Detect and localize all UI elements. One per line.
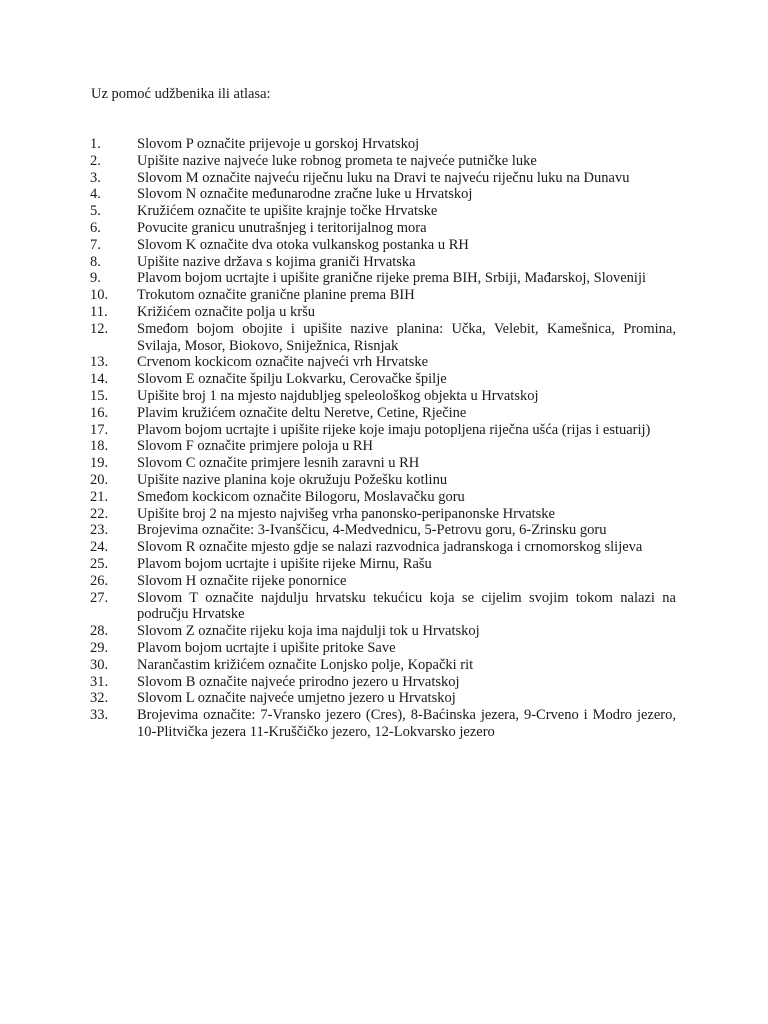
task-text: Plavim kružićem označite deltu Neretve, Cetine, Rječine	[137, 404, 467, 421]
task-text: Smeđom bojom obojite i upišite nazive planina: Učka, Velebit, Kamešnica, Promina, Svilaja, Mosor, Biokovo, Sniježnica, Risnjak	[137, 320, 676, 354]
task-item	[0, 270, 676, 287]
task-number: 31.	[90, 673, 109, 690]
task-item	[0, 590, 676, 624]
task-number: 3.	[90, 169, 101, 186]
task-text: Plavom bojom ucrtajte i upišite pritoke Save	[137, 639, 396, 656]
task-text: Slovom K označite dva otoka vulkanskog postanka u RH	[137, 236, 469, 253]
task-number: 8.	[90, 253, 101, 270]
task-number: 5.	[90, 203, 101, 220]
task-item	[0, 657, 676, 674]
task-item	[0, 623, 676, 640]
task-number: 16.	[90, 404, 109, 421]
task-text: Slovom B označite najveće prirodno jezero u Hrvatskoj	[137, 673, 460, 690]
task-item	[0, 136, 676, 153]
intro-text: Uz pomoć udžbenika ili atlasa:	[91, 86, 271, 102]
task-item	[0, 489, 676, 506]
task-item	[0, 203, 676, 220]
task-text: Upišite nazive najveće luke robnog prometa te najveće putničke luke	[137, 152, 537, 169]
task-item	[0, 573, 676, 590]
task-text: Slovom P označite prijevoje u gorskoj Hrvatskoj	[137, 136, 420, 152]
task-text: Trokutom označite granične planine prema BIH	[137, 287, 415, 304]
task-number: 22.	[90, 505, 109, 522]
task-number: 28.	[90, 623, 109, 640]
task-item	[0, 254, 676, 271]
task-number: 15.	[90, 387, 109, 404]
task-number: 17.	[90, 421, 109, 438]
task-item	[0, 220, 676, 237]
task-text: Slovom R označite mjesto gdje se nalazi razvodnica jadranskoga i crnomorskog slijeva	[137, 539, 643, 556]
task-number: 21.	[90, 488, 109, 505]
task-text: Povucite granicu unutrašnjeg i teritorijalnog mora	[137, 219, 427, 236]
task-item	[0, 472, 676, 489]
task-text: Upišite broj 2 na mjesto najvišeg vrha panonsko-peripanonske Hrvatske	[137, 505, 555, 522]
task-number: 32.	[90, 690, 109, 707]
task-number: 14.	[90, 371, 109, 388]
task-number: 9.	[90, 270, 101, 287]
task-item	[0, 153, 676, 170]
task-item	[0, 354, 676, 371]
task-text: Plavom bojom ucrtajte i upišite rijeke Mirnu, Rašu	[137, 555, 432, 572]
task-text: Slovom M označite najveću riječnu luku na Dravi te najveću riječnu luku na Dunavu	[137, 169, 630, 186]
task-item	[0, 186, 676, 203]
task-text: Slovom E označite špilju Lokvarku, Cerovačke špilje	[137, 371, 447, 388]
task-number: 7.	[90, 236, 101, 253]
task-number: 11.	[90, 303, 108, 320]
task-item	[0, 640, 676, 657]
task-item	[0, 237, 676, 254]
task-number: 6.	[90, 219, 101, 236]
task-number: 23.	[90, 522, 109, 539]
task-number: 2.	[90, 152, 101, 169]
task-text: Slovom L označite najveće umjetno jezero u Hrvatskoj	[137, 690, 456, 707]
task-item	[0, 287, 676, 304]
task-number: 20.	[90, 471, 109, 488]
task-number: 1.	[90, 136, 101, 152]
task-number: 13.	[90, 354, 109, 371]
task-text: Slovom C označite primjere lesnih zaravni u RH	[137, 455, 420, 472]
task-number: 33.	[90, 707, 109, 724]
task-item	[0, 438, 676, 455]
task-number: 25.	[90, 555, 109, 572]
task-item	[0, 304, 676, 321]
task-number: 27.	[90, 589, 109, 606]
task-text: Narančastim križićem označite Lonjsko polje, Kopački rit	[137, 656, 474, 673]
task-text: Slovom N označite međunarodne zračne luke u Hrvatskoj	[137, 186, 473, 203]
task-text: Brojevima označite: 7-Vransko jezero (Cres), 8-Baćinska jezera, 9-Crveno i Modro jezero, 10-Plitvička jezera 11-Kruščičko jezero, 12-Lokvarsko jezero	[137, 707, 676, 740]
task-text: Kružićem označite te upišite krajnje točke Hrvatske	[137, 203, 438, 220]
task-text: Upišite nazive planina koje okružuju Požešku kotlinu	[137, 471, 448, 488]
task-item	[0, 422, 676, 439]
task-list	[0, 136, 768, 741]
task-text: Brojevima označite: 3-Ivanščicu, 4-Medvednicu, 5-Petrovu goru, 6-Zrinsku goru	[137, 522, 607, 539]
task-text: Smeđom kockicom označite Bilogoru, Moslavačku goru	[137, 488, 465, 505]
task-item	[0, 690, 676, 707]
task-number: 19.	[90, 455, 109, 472]
task-text: Slovom Z označite rijeku koja ima najdulji tok u Hrvatskoj	[137, 623, 480, 640]
task-item	[0, 539, 676, 556]
task-text: Slovom F označite primjere poloja u RH	[137, 438, 373, 455]
task-number: 24.	[90, 539, 109, 556]
task-number: 30.	[90, 656, 109, 673]
task-number: 12.	[90, 320, 109, 337]
task-text: Upišite broj 1 na mjesto najdubljeg speleološkog objekta u Hrvatskoj	[137, 387, 539, 404]
task-text: Crvenom kockicom označite najveći vrh Hrvatske	[137, 354, 429, 371]
task-item	[0, 506, 676, 523]
task-number: 4.	[90, 186, 101, 203]
task-text: Slovom H označite rijeke ponornice	[137, 572, 347, 589]
task-item	[0, 405, 676, 422]
task-number: 10.	[90, 287, 109, 304]
task-item	[0, 522, 676, 539]
task-text: Plavom bojom ucrtajte i upišite rijeke koje imaju potopljena riječna ušća (rijas i estuarij)	[137, 421, 651, 438]
task-item	[0, 170, 676, 187]
task-item	[0, 556, 676, 573]
task-text: Slovom T označite najdulju hrvatsku tekućicu koja se cijelim svojim tokom nalazi na području Hrvatske	[137, 589, 676, 623]
task-number: 26.	[90, 572, 109, 589]
task-text: Plavom bojom ucrtajte i upišite granične rijeke prema BIH, Srbiji, Mađarskoj, Sloveniji	[137, 270, 647, 287]
task-text: Upišite nazive država s kojima graniči Hrvatska	[137, 253, 416, 270]
task-number: 18.	[90, 438, 109, 455]
task-item	[0, 388, 676, 405]
task-number: 29.	[90, 639, 109, 656]
task-text: Križićem označite polja u kršu	[137, 303, 315, 320]
task-item	[0, 674, 676, 691]
task-item	[0, 321, 676, 355]
task-item	[0, 707, 676, 741]
task-item	[0, 455, 676, 472]
task-item	[0, 371, 676, 388]
